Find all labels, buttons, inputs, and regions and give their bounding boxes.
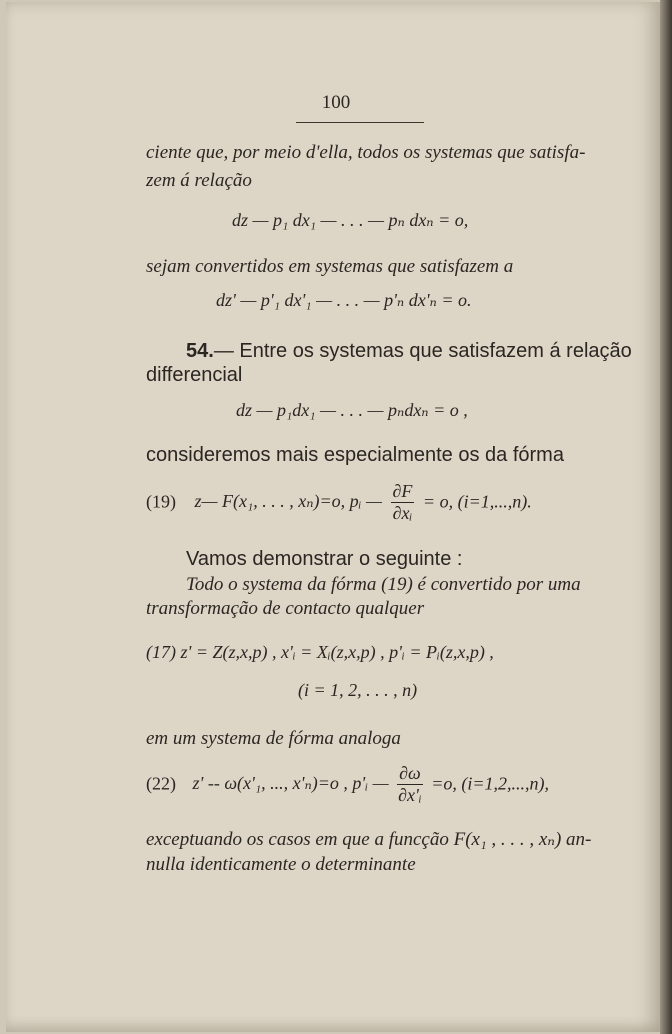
text-line-5: differencial bbox=[146, 364, 243, 386]
equation-4 bbox=[146, 482, 532, 524]
fraction-denominator: ∂x'ᵢ bbox=[398, 784, 422, 805]
equation-7-left: z' -- ω(x'₁, ..., x'ₙ)=o , p'ᵢ — bbox=[192, 773, 389, 794]
text-line-10: em um systema de fórma analoga bbox=[146, 728, 401, 749]
equation-6: (i = 1, 2, . . . , n) bbox=[298, 680, 418, 700]
text-line-3: sejam convertidos em systemas que satisfazem a bbox=[146, 256, 514, 277]
text-line-7: Vamos demonstrar o seguinte : bbox=[186, 548, 463, 570]
header-rule bbox=[296, 122, 424, 123]
equation-5: (17) z' = Z(z,x,p) , x'ᵢ = Xᵢ(z,x,p) , p'ᵢ = Pᵢ(z,x,p) , bbox=[146, 642, 494, 662]
text-line-8: Todo o systema da fórma (19) é convertido por uma bbox=[186, 574, 581, 595]
equation-7-right: =o, (i=1,2,...,n), bbox=[431, 773, 550, 794]
equation-1: dz — p₁ dx₁ — . . . — pₙ dxₙ = o, bbox=[232, 210, 469, 230]
equation-2: dz' — p'₁ dx'₁ — . . . — p'ₙ dx'ₙ = o. bbox=[216, 290, 472, 310]
text-line-2: zem á relação bbox=[146, 170, 252, 191]
section-paragraph bbox=[186, 340, 632, 363]
fraction-numerator: ∂F bbox=[392, 481, 413, 501]
text-line-11: exceptuando os casos em que a funcção F(x₁ , . . . , xₙ) an- bbox=[146, 829, 592, 850]
equation-4-fraction bbox=[391, 482, 415, 524]
text-line-1: ciente que, por meio d'ella, todos os systemas que satisfa- bbox=[146, 142, 586, 163]
fraction-denominator: ∂xᵢ bbox=[392, 502, 413, 523]
equation-4-right: = o, (i=1,...,n). bbox=[422, 491, 532, 512]
equation-4-tag: (19) bbox=[146, 491, 176, 512]
equation-3: dz — p₁dx₁ — . . . — pₙdxₙ = o , bbox=[236, 400, 468, 420]
equation-7 bbox=[146, 764, 549, 806]
text-line-9: transformação de contacto qualquer bbox=[146, 598, 425, 619]
text-line-12: nulla identicamente o determinante bbox=[146, 854, 416, 875]
page-number: 100 bbox=[321, 92, 351, 113]
section-number: 54. bbox=[186, 340, 214, 362]
equation-7-tag: (22) bbox=[146, 773, 176, 794]
equation-4-left: z— F(x₁, . . . , xₙ)=o, pᵢ — bbox=[194, 491, 383, 512]
fraction-numerator: ∂ω bbox=[399, 763, 421, 783]
page-edge bbox=[660, 0, 672, 1034]
text-line-6: consideremos mais especialmente os da fórma bbox=[146, 444, 564, 466]
equation-7-fraction bbox=[397, 764, 423, 806]
text-line-4: — Entre os systemas que satisfazem á relação bbox=[213, 340, 632, 362]
